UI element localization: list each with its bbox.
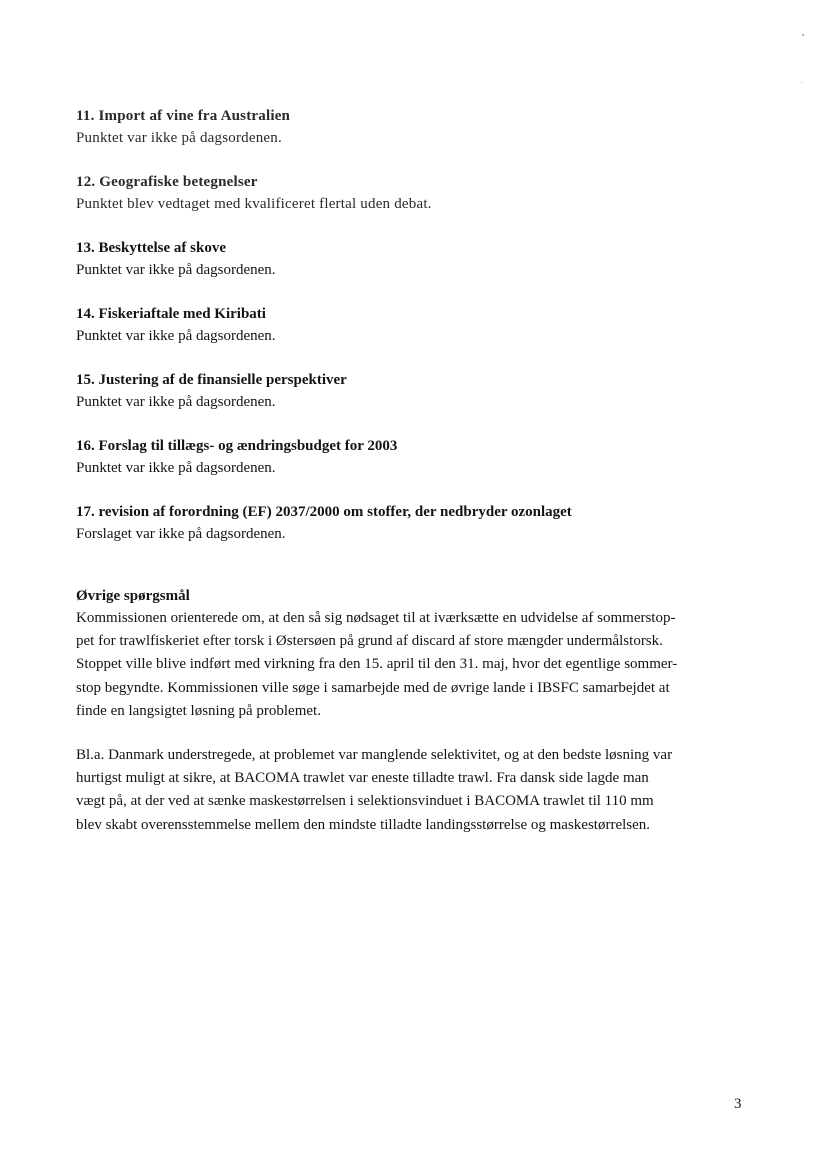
scan-speck [801, 82, 802, 83]
text-line: blev skabt overensstemmelse mellem den mindste tilladte landingsstørrelse og maskestørrelsen. [76, 816, 651, 833]
agenda-item-15 [76, 369, 766, 413]
text-line: Stoppet ville blive indført med virkning fra den 15. april til den 31. maj, hvor det egentlige sommer- [76, 656, 678, 673]
agenda-item-body: Punktet var ikke på dagsordenen. [76, 328, 276, 344]
agenda-item-body: Punktet var ikke på dagsordenen. [76, 460, 276, 476]
text-line: vægt på, at der ved at sænke maskestørrelsen i selektionsvinduet i BACOMA trawlet til 110 mm [76, 793, 654, 810]
text-line: Bl.a. Danmark understregede, at problemet var manglende selektivitet, og at den bedste løsning var [76, 747, 673, 764]
agenda-items [76, 105, 766, 567]
agenda-item-body: Punktet var ikke på dagsordenen. [76, 394, 276, 410]
agenda-item-17 [76, 501, 766, 545]
agenda-item-14 [76, 303, 766, 347]
paragraph-denmark [76, 744, 752, 837]
agenda-item-heading: 14. Fiskeriaftale med Kiribati [76, 306, 266, 322]
section-heading: Øvrige spørgsmål [76, 588, 190, 604]
scan-speck [802, 34, 804, 36]
text-line: hurtigst muligt at sikre, at BACOMA trawlet var eneste tilladte trawl. Fra dansk side lagde man [76, 770, 649, 787]
text-line: pet for trawlfiskeriet efter torsk i Østersøen på grund af discard af store mængder undermålstorsk. [76, 633, 663, 650]
agenda-item-heading: 13. Beskyttelse af skove [76, 240, 226, 256]
agenda-item-heading: 15. Justering af de finansielle perspektiver [76, 372, 347, 388]
agenda-item-heading: 12. Geografiske betegnelser [76, 174, 258, 190]
agenda-item-body: Punktet var ikke på dagsordenen. [76, 262, 276, 278]
agenda-item-16 [76, 435, 766, 479]
text-line: stop begyndte. Kommissionen ville søge i samarbejde med de øvrige lande i IBSFC samarbejdet at [76, 679, 670, 696]
agenda-item-heading: 16. Forslag til tillægs- og ændringsbudget for 2003 [76, 438, 398, 454]
page-number: 3 [734, 1096, 742, 1112]
text-line: Kommissionen orienterede om, at den så sig nødsaget til at iværksætte en udvidelse af sommerstop- [76, 610, 676, 626]
agenda-item-12 [76, 171, 766, 215]
agenda-item-body: Punktet blev vedtaget med kvalificeret flertal uden debat. [76, 196, 432, 212]
agenda-item-body: Punktet var ikke på dagsordenen. [76, 130, 282, 146]
agenda-item-heading: 17. revision af forordning (EF) 2037/2000 om stoffer, der nedbryder ozonlaget [76, 504, 572, 520]
agenda-item-13 [76, 237, 766, 281]
agenda-item-body: Forslaget var ikke på dagsordenen. [76, 526, 286, 542]
other-questions-section [76, 585, 752, 837]
agenda-item-11 [76, 105, 766, 149]
text-line: finde en langsigtet løsning på problemet. [76, 702, 321, 719]
paragraph-commission [76, 607, 752, 723]
agenda-item-heading: 11. Import af vine fra Australien [76, 108, 291, 124]
